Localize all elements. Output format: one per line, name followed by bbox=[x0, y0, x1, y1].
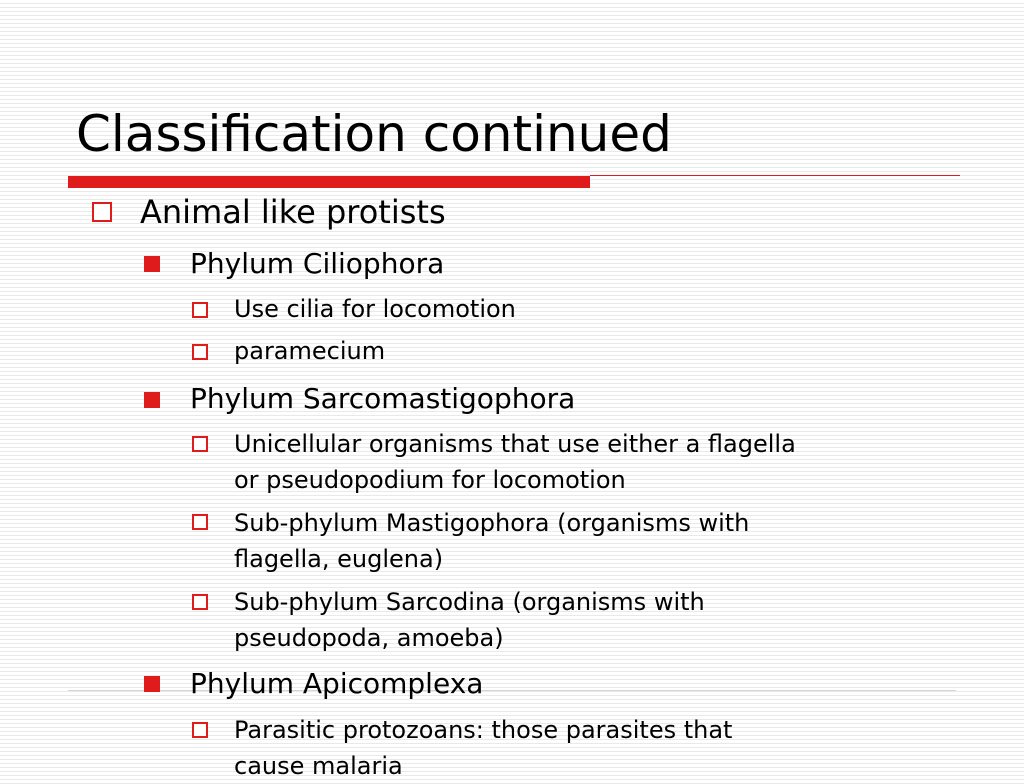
bullet-text-line-1: Sub-phylum Mastigophora (organisms with bbox=[234, 509, 750, 537]
hollow-square-bullet-icon bbox=[192, 436, 208, 452]
bullet-text: Phylum Apicomplexa bbox=[190, 667, 484, 700]
bullet-text: paramecium bbox=[234, 337, 386, 365]
hollow-square-bullet-icon bbox=[192, 594, 208, 610]
solid-square-bullet-icon bbox=[144, 256, 160, 272]
title-underline-thick bbox=[68, 176, 590, 188]
bullet-text-line-2: or pseudopodium for locomotion bbox=[234, 466, 626, 494]
slide-title: Classification continued bbox=[76, 105, 672, 163]
bullet-text: Animal like protists bbox=[140, 193, 446, 231]
hollow-square-bullet-icon bbox=[192, 514, 208, 530]
bullet-text-line-1: Unicellular organisms that use either a flagella bbox=[234, 430, 796, 458]
hollow-square-bullet-icon bbox=[192, 302, 208, 318]
bullet-text-line-2: cause malaria bbox=[234, 752, 403, 780]
hollow-square-bullet-icon bbox=[92, 202, 112, 222]
hollow-square-bullet-icon bbox=[192, 722, 208, 738]
solid-square-bullet-icon bbox=[144, 676, 160, 692]
bullet-text-line-2: flagella, euglena) bbox=[234, 545, 444, 573]
bullet-text: Phylum Ciliophora bbox=[190, 247, 445, 280]
bullet-text-line-1: Parasitic protozoans: those parasites that bbox=[234, 716, 733, 744]
bullet-text: Use cilia for locomotion bbox=[234, 295, 516, 323]
solid-square-bullet-icon bbox=[144, 392, 160, 408]
title-underline-thin bbox=[590, 175, 960, 176]
bullet-text-line-1: Sub-phylum Sarcodina (organisms with bbox=[234, 588, 705, 616]
bullet-text: Phylum Sarcomastigophora bbox=[190, 382, 576, 415]
bullet-text-line-2: pseudopoda, amoeba) bbox=[234, 624, 504, 652]
hollow-square-bullet-icon bbox=[192, 344, 208, 360]
